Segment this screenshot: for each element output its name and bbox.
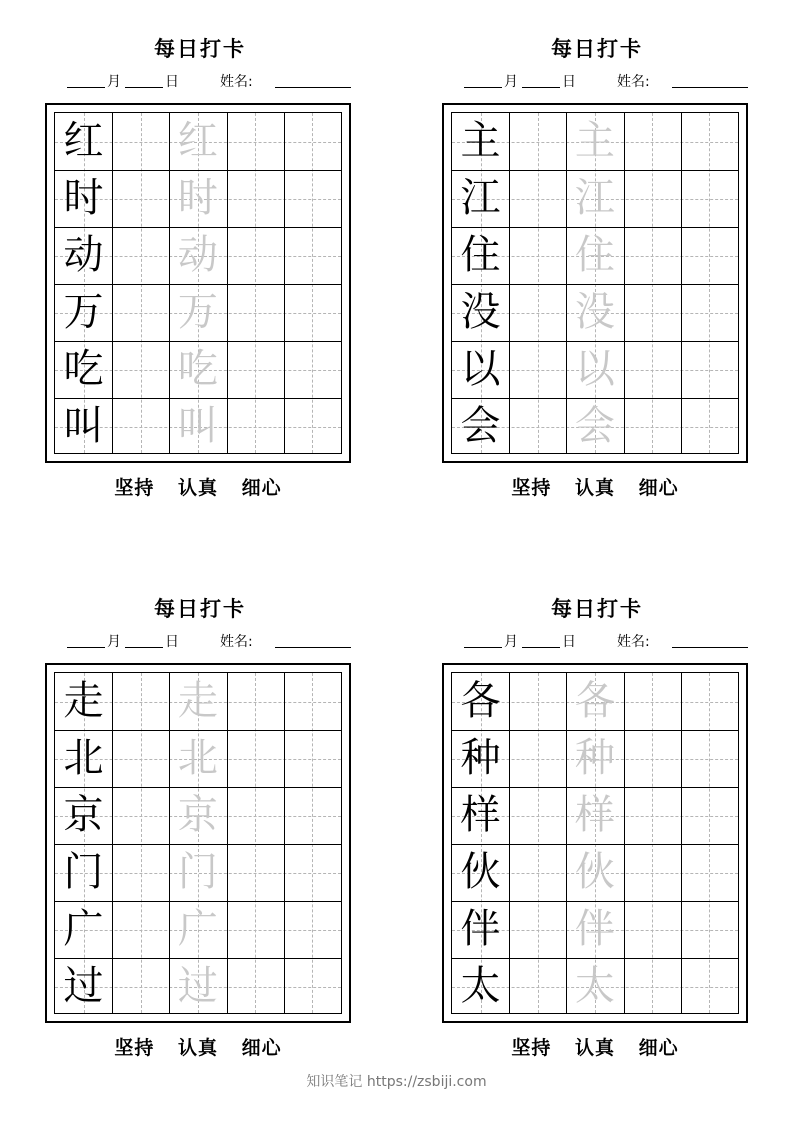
cell-border-vertical (624, 113, 625, 453)
card-title: 每日打卡 (154, 596, 246, 621)
guide-line-vertical (255, 673, 256, 1013)
model-character: 叫 (63, 403, 104, 449)
model-character: 种 (460, 735, 501, 781)
day-blank[interactable] (522, 647, 560, 648)
trace-character: 伙 (574, 849, 615, 895)
cell-border-vertical (509, 673, 510, 1013)
card-title: 每日打卡 (551, 36, 643, 61)
name-label: 姓名: (617, 634, 650, 650)
name-label: 姓名: (617, 74, 650, 90)
month-blank[interactable] (67, 87, 105, 88)
day-blank[interactable] (125, 87, 163, 88)
trace-character: 种 (574, 735, 615, 781)
month-blank[interactable] (67, 647, 105, 648)
cell-border-vertical (284, 113, 285, 453)
guide-line-vertical (538, 113, 539, 453)
motto: 坚持 认真 细心 (511, 477, 679, 499)
date-name-line (65, 71, 355, 93)
guide-line-vertical (255, 113, 256, 453)
month-label: 月 (504, 74, 518, 90)
model-character: 太 (460, 963, 501, 1009)
trace-character: 叫 (177, 403, 218, 449)
day-label: 日 (165, 74, 179, 90)
name-blank[interactable] (275, 647, 351, 648)
writing-grid-frame (45, 103, 351, 463)
cell-border-vertical (112, 673, 113, 1013)
writing-grid-frame (45, 663, 351, 1023)
guide-line-vertical (709, 673, 710, 1013)
guide-line-vertical (141, 113, 142, 453)
trace-character: 主 (574, 118, 615, 164)
writing-grid-frame (442, 103, 748, 463)
trace-character: 吃 (177, 346, 218, 392)
model-character: 时 (63, 175, 104, 221)
cell-border-vertical (624, 673, 625, 1013)
model-character: 样 (460, 792, 501, 838)
model-character: 京 (63, 792, 104, 838)
trace-character: 红 (177, 118, 218, 164)
guide-line-vertical (652, 113, 653, 453)
guide-line-vertical (312, 673, 313, 1013)
trace-character: 门 (177, 849, 218, 895)
trace-character: 北 (177, 735, 218, 781)
trace-character: 时 (177, 175, 218, 221)
model-character: 过 (63, 963, 104, 1009)
trace-character: 各 (574, 678, 615, 724)
trace-character: 京 (177, 792, 218, 838)
writing-grid (451, 112, 739, 454)
day-blank[interactable] (522, 87, 560, 88)
trace-character: 万 (177, 289, 218, 335)
month-label: 月 (107, 74, 121, 90)
model-character: 红 (63, 118, 104, 164)
trace-character: 会 (574, 403, 615, 449)
cell-border-vertical (681, 673, 682, 1013)
model-character: 没 (460, 289, 501, 335)
model-character: 伴 (460, 906, 501, 952)
model-character: 北 (63, 735, 104, 781)
cell-border-vertical (681, 113, 682, 453)
cell-border-vertical (112, 113, 113, 453)
name-blank[interactable] (672, 87, 748, 88)
day-blank[interactable] (125, 647, 163, 648)
month-label: 月 (504, 634, 518, 650)
model-character: 走 (63, 678, 104, 724)
writing-grid-frame (442, 663, 748, 1023)
model-character: 江 (460, 175, 501, 221)
trace-character: 以 (574, 346, 615, 392)
date-name-line (65, 631, 355, 653)
name-blank[interactable] (275, 87, 351, 88)
guide-line-vertical (652, 673, 653, 1013)
model-character: 门 (63, 849, 104, 895)
model-character: 以 (460, 346, 501, 392)
model-character: 伙 (460, 849, 501, 895)
month-blank[interactable] (464, 87, 502, 88)
writing-grid (451, 672, 739, 1014)
trace-character: 动 (177, 232, 218, 278)
guide-line-vertical (141, 673, 142, 1013)
card-title: 每日打卡 (551, 596, 643, 621)
motto: 坚持 认真 细心 (114, 1037, 282, 1059)
name-label: 姓名: (220, 74, 253, 90)
model-character: 主 (460, 118, 501, 164)
model-character: 吃 (63, 346, 104, 392)
model-character: 住 (460, 232, 501, 278)
day-label: 日 (165, 634, 179, 650)
writing-grid (54, 112, 342, 454)
trace-character: 住 (574, 232, 615, 278)
name-blank[interactable] (672, 647, 748, 648)
card-title: 每日打卡 (154, 36, 246, 61)
day-label: 日 (562, 634, 576, 650)
cell-border-vertical (284, 673, 285, 1013)
motto: 坚持 认真 细心 (511, 1037, 679, 1059)
guide-line-vertical (312, 113, 313, 453)
trace-character: 伴 (574, 906, 615, 952)
trace-character: 广 (177, 906, 218, 952)
trace-character: 太 (574, 963, 615, 1009)
cell-border-vertical (509, 113, 510, 453)
trace-character: 没 (574, 289, 615, 335)
guide-line-vertical (709, 113, 710, 453)
cell-border-vertical (227, 673, 228, 1013)
motto: 坚持 认真 细心 (114, 477, 282, 499)
trace-character: 江 (574, 175, 615, 221)
day-label: 日 (562, 74, 576, 90)
name-label: 姓名: (220, 634, 253, 650)
month-blank[interactable] (464, 647, 502, 648)
trace-character: 走 (177, 678, 218, 724)
guide-line-vertical (538, 673, 539, 1013)
model-character: 万 (63, 289, 104, 335)
model-character: 各 (460, 678, 501, 724)
writing-grid (54, 672, 342, 1014)
trace-character: 样 (574, 792, 615, 838)
footer-watermark: 知识笔记 https://zsbiji.com (306, 1074, 487, 1090)
month-label: 月 (107, 634, 121, 650)
model-character: 动 (63, 232, 104, 278)
cell-border-vertical (227, 113, 228, 453)
model-character: 广 (63, 906, 104, 952)
trace-character: 过 (177, 963, 218, 1009)
date-name-line (462, 631, 752, 653)
model-character: 会 (460, 403, 501, 449)
date-name-line (462, 71, 752, 93)
